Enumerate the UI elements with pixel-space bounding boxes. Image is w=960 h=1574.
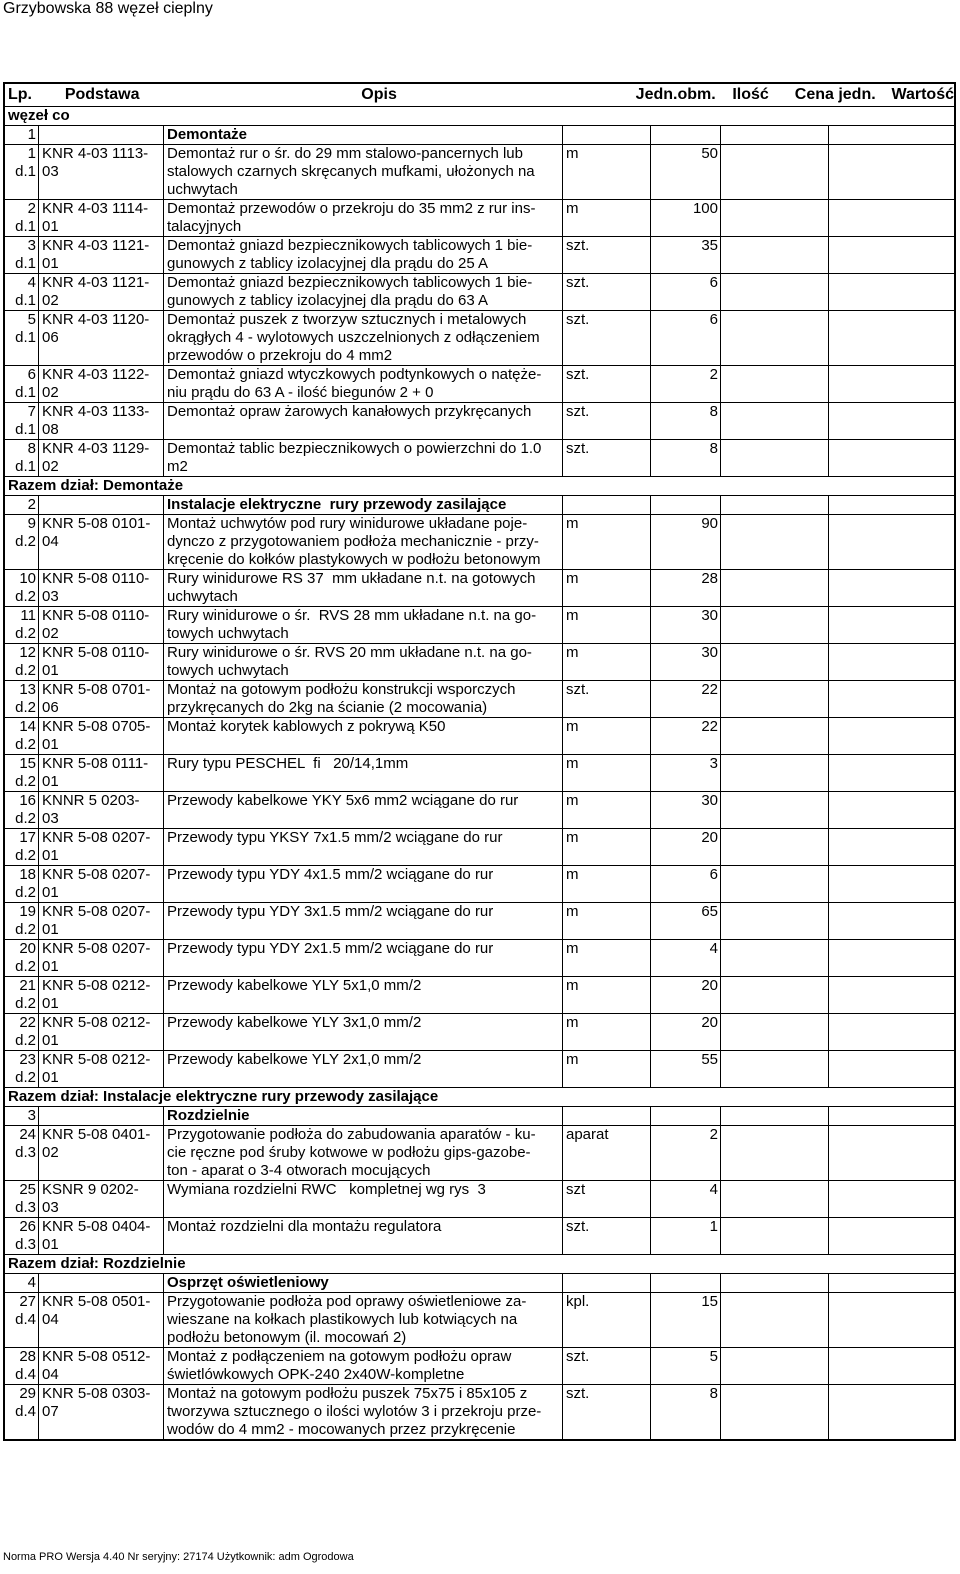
row-unit-price xyxy=(721,440,829,476)
row-description: Demontaż przewodów o przekroju do 35 mm2 z rur ins- talacyjnych xyxy=(164,200,563,236)
row-number: 28 d.4 xyxy=(5,1348,39,1384)
row-description: Rury winidurowe RS 37 mm układane n.t. na gotowych uchwytach xyxy=(164,570,563,606)
row-value xyxy=(829,237,954,273)
row-description: Montaż korytek kablowych z pokrywą K50 xyxy=(164,718,563,754)
row-podstawa: KNR 5-08 0404- 01 xyxy=(39,1218,164,1254)
row-podstawa: KNR 4-03 1121- 02 xyxy=(39,274,164,310)
row-unit-price xyxy=(721,829,829,865)
row-value xyxy=(829,1181,954,1217)
row-value xyxy=(829,718,954,754)
row-unit-price xyxy=(721,977,829,1013)
table-row xyxy=(5,200,954,237)
row-number: 16 d.2 xyxy=(5,792,39,828)
row-number: 19 d.2 xyxy=(5,903,39,939)
row-unit: kpl. xyxy=(563,1293,651,1347)
row-quantity xyxy=(651,126,721,144)
row-unit: m xyxy=(563,977,651,1013)
table-row xyxy=(5,718,954,755)
row-number: 1 xyxy=(5,126,39,144)
row-value xyxy=(829,681,954,717)
row-number: 15 d.2 xyxy=(5,755,39,791)
row-podstawa xyxy=(39,496,164,514)
row-quantity: 22 xyxy=(651,681,721,717)
row-unit: szt. xyxy=(563,274,651,310)
row-podstawa xyxy=(39,126,164,144)
row-podstawa: KNR 5-08 0401- 02 xyxy=(39,1126,164,1180)
row-number: 3 d.1 xyxy=(5,237,39,273)
category-label: węzeł co xyxy=(5,107,954,126)
row-podstawa: KNR 4-03 1121- 01 xyxy=(39,237,164,273)
row-value xyxy=(829,1014,954,1050)
row-unit: m xyxy=(563,1051,651,1087)
row-unit-price xyxy=(721,940,829,976)
row-podstawa: KNR 5-08 0212- 01 xyxy=(39,1051,164,1087)
row-quantity: 8 xyxy=(651,403,721,439)
table-row xyxy=(5,681,954,718)
row-description: Rury typu PESCHEL fi 20/14,1mm xyxy=(164,755,563,791)
row-number: 10 d.2 xyxy=(5,570,39,606)
row-number: 9 d.2 xyxy=(5,515,39,569)
row-unit-price xyxy=(721,1348,829,1384)
row-value xyxy=(829,1126,954,1180)
row-description: Demontaż gniazd wtyczkowych podtynkowych o natęże- niu prądu do 63 A - ilość biegunów 2 + 0 xyxy=(164,366,563,402)
row-value xyxy=(829,940,954,976)
row-number: 3 xyxy=(5,1107,39,1125)
row-value xyxy=(829,866,954,902)
row-number: 4 xyxy=(5,1274,39,1292)
row-unit xyxy=(563,126,651,144)
row-unit: szt. xyxy=(563,681,651,717)
row-quantity: 100 xyxy=(651,200,721,236)
page-title: Grzybowska 88 węzeł cieplny xyxy=(3,0,213,17)
row-podstawa: KNR 5-08 0701- 06 xyxy=(39,681,164,717)
row-unit-price xyxy=(721,903,829,939)
row-number: 18 d.2 xyxy=(5,866,39,902)
row-number: 6 d.1 xyxy=(5,366,39,402)
row-value xyxy=(829,792,954,828)
row-value xyxy=(829,1293,954,1347)
row-quantity: 90 xyxy=(651,515,721,569)
row-number: 17 d.2 xyxy=(5,829,39,865)
header-podstawa: Podstawa xyxy=(64,86,140,103)
row-unit-price xyxy=(721,237,829,273)
table-row xyxy=(5,1181,954,1218)
row-podstawa: KNNR 5 0203- 03 xyxy=(39,792,164,828)
row-number: 13 d.2 xyxy=(5,681,39,717)
table-row xyxy=(5,792,954,829)
table-row xyxy=(5,274,954,311)
row-podstawa: KNR 5-08 0207- 01 xyxy=(39,866,164,902)
row-unit-price xyxy=(721,792,829,828)
row-quantity xyxy=(651,1274,721,1292)
row-quantity xyxy=(651,496,721,514)
row-quantity: 4 xyxy=(651,940,721,976)
row-description: Demontaż puszek z tworzyw sztucznych i metalowych okrągłych 4 - wylotowych uszczelnionych z odłączeniem przewodów o przekroju do 4 mm2 xyxy=(164,311,563,365)
row-value xyxy=(829,1051,954,1087)
row-description: Montaż rozdzielni dla montażu regulatora xyxy=(164,1218,563,1254)
row-unit-price xyxy=(721,311,829,365)
row-value xyxy=(829,829,954,865)
row-number: 8 d.1 xyxy=(5,440,39,476)
row-unit-price xyxy=(721,200,829,236)
row-unit-price xyxy=(721,1051,829,1087)
row-description: Montaż z podłączeniem na gotowym podłożu opraw świetlówkowych OPK-240 2x40W-kompletne xyxy=(164,1348,563,1384)
row-unit: m xyxy=(563,792,651,828)
row-value xyxy=(829,1348,954,1384)
table-row xyxy=(5,755,954,792)
row-number: 2 d.1 xyxy=(5,200,39,236)
row-unit-price xyxy=(721,403,829,439)
section-total-row xyxy=(5,1255,954,1274)
section-title: Instalacje elektryczne rury przewody zasilające xyxy=(164,496,563,514)
table-row xyxy=(5,1051,954,1088)
row-podstawa: KNR 5-08 0501- 04 xyxy=(39,1293,164,1347)
row-unit: m xyxy=(563,829,651,865)
row-podstawa: KNR 5-08 0110- 03 xyxy=(39,570,164,606)
cost-estimate-table xyxy=(3,82,956,1441)
row-podstawa: KNR 5-08 0212- 01 xyxy=(39,1014,164,1050)
row-unit-price xyxy=(721,755,829,791)
table-row xyxy=(5,866,954,903)
row-unit: m xyxy=(563,903,651,939)
section-title: Demontaże xyxy=(164,126,563,144)
section-title: Osprzęt oświetleniowy xyxy=(164,1274,563,1292)
row-value xyxy=(829,126,954,144)
row-unit: szt. xyxy=(563,366,651,402)
row-description: Przewody typu YDY 4x1.5 mm/2 wciągane do rur xyxy=(164,866,563,902)
row-quantity: 20 xyxy=(651,977,721,1013)
row-value xyxy=(829,903,954,939)
row-quantity: 20 xyxy=(651,829,721,865)
row-unit-price xyxy=(721,496,829,514)
row-value xyxy=(829,570,954,606)
section-header-row xyxy=(5,126,954,145)
row-description: Montaż na gotowym podłożu konstrukcji wsporczych przykręcanych do 2kg na ścianie (2 mocowania) xyxy=(164,681,563,717)
row-number: 22 d.2 xyxy=(5,1014,39,1050)
row-quantity: 6 xyxy=(651,274,721,310)
row-unit: m xyxy=(563,607,651,643)
row-podstawa: KNR 5-08 0705- 01 xyxy=(39,718,164,754)
row-unit: m xyxy=(563,718,651,754)
table-row xyxy=(5,977,954,1014)
row-value xyxy=(829,1107,954,1125)
row-unit: szt. xyxy=(563,403,651,439)
row-quantity: 4 xyxy=(651,1181,721,1217)
row-unit: szt. xyxy=(563,311,651,365)
row-podstawa: KNR 5-08 0207- 01 xyxy=(39,940,164,976)
row-unit-price xyxy=(721,1107,829,1125)
row-value xyxy=(829,496,954,514)
row-podstawa xyxy=(39,1107,164,1125)
row-quantity: 5 xyxy=(651,1348,721,1384)
row-podstawa: KNR 4-03 1133- 08 xyxy=(39,403,164,439)
row-description: Rury winidurowe o śr. RVS 28 mm układane n.t. na go- towych uchwytach xyxy=(164,607,563,643)
row-value xyxy=(829,145,954,199)
row-number: 21 d.2 xyxy=(5,977,39,1013)
section-total-label: Razem dział: Instalacje elektryczne rury przewody zasilające xyxy=(8,1088,439,1105)
table-row xyxy=(5,1218,954,1255)
row-description: Demontaż gniazd bezpiecznikowych tablicowych 1 bie- gunowych z tablicy izolacyjnej dla prądu do 63 A xyxy=(164,274,563,310)
row-unit-price xyxy=(721,607,829,643)
footer-info: Norma PRO Wersja 4.40 Nr seryjny: 27174 Użytkownik: adm Ogrodowa xyxy=(3,1551,354,1563)
table-row xyxy=(5,829,954,866)
row-quantity: 50 xyxy=(651,145,721,199)
row-unit-price xyxy=(721,1385,829,1439)
row-value xyxy=(829,1385,954,1439)
row-podstawa: KNR 4-03 1120- 06 xyxy=(39,311,164,365)
row-unit-price xyxy=(721,1126,829,1180)
table-body xyxy=(5,126,954,1439)
row-quantity: 3 xyxy=(651,755,721,791)
row-unit-price xyxy=(721,1274,829,1292)
row-description: Przewody typu YKSY 7x1.5 mm/2 wciągane do rur xyxy=(164,829,563,865)
table-header xyxy=(5,84,954,107)
row-value xyxy=(829,977,954,1013)
row-description: Przewody kabelkowe YLY 3x1,0 mm/2 xyxy=(164,1014,563,1050)
row-unit: m xyxy=(563,570,651,606)
header-lp: Lp. xyxy=(8,86,32,103)
header-jedn: Jedn.obm. xyxy=(635,86,716,103)
row-unit: m xyxy=(563,1014,651,1050)
row-description: Wymiana rozdzielni RWC kompletnej wg rys 3 xyxy=(164,1181,563,1217)
header-wartosc: Wartość xyxy=(891,86,954,103)
row-number: 5 d.1 xyxy=(5,311,39,365)
row-description: Przygotowanie podłoża pod oprawy oświetleniowe za- wieszane na kołkach plastikowych lub kotwiących na podłożu betonowym (il. mocowań 2) xyxy=(164,1293,563,1347)
row-number: 12 d.2 xyxy=(5,644,39,680)
section-title: Rozdzielnie xyxy=(164,1107,563,1125)
row-value xyxy=(829,644,954,680)
row-podstawa: KNR 4-03 1122- 02 xyxy=(39,366,164,402)
row-value xyxy=(829,607,954,643)
row-podstawa: KNR 5-08 0101- 04 xyxy=(39,515,164,569)
row-unit-price xyxy=(721,145,829,199)
row-quantity: 65 xyxy=(651,903,721,939)
row-unit-price xyxy=(721,570,829,606)
row-unit-price xyxy=(721,1293,829,1347)
row-number: 23 d.2 xyxy=(5,1051,39,1087)
row-quantity: 30 xyxy=(651,607,721,643)
row-number: 20 d.2 xyxy=(5,940,39,976)
row-unit xyxy=(563,1107,651,1125)
row-podstawa: KNR 5-08 0212- 01 xyxy=(39,977,164,1013)
row-unit-price xyxy=(721,866,829,902)
row-value xyxy=(829,366,954,402)
row-unit: szt. xyxy=(563,237,651,273)
row-description: Demontaż opraw żarowych kanałowych przykręcanych xyxy=(164,403,563,439)
row-unit: m xyxy=(563,200,651,236)
row-description: Przewody typu YDY 3x1.5 mm/2 wciągane do rur xyxy=(164,903,563,939)
row-podstawa: KSNR 9 0202- 03 xyxy=(39,1181,164,1217)
row-number: 11 d.2 xyxy=(5,607,39,643)
header-cena: Cena jedn. xyxy=(794,86,876,103)
row-description: Demontaż gniazd bezpiecznikowych tablicowych 1 bie- gunowych z tablicy izolacyjnej dla prądu do 25 A xyxy=(164,237,563,273)
row-number: 4 d.1 xyxy=(5,274,39,310)
header-opis: Opis xyxy=(361,86,397,103)
row-quantity: 55 xyxy=(651,1051,721,1087)
section-total-row xyxy=(5,1088,954,1107)
row-description: Montaż uchwytów pod rury winidurowe układane poje- dynczo z przygotowaniem podłoża mechanicznie - przy- kręcenie do kołków plastykowych w podłożu betonowym xyxy=(164,515,563,569)
row-unit-price xyxy=(721,366,829,402)
row-podstawa: KNR 5-08 0110- 02 xyxy=(39,607,164,643)
row-unit-price xyxy=(721,1014,829,1050)
row-podstawa: KNR 5-08 0207- 01 xyxy=(39,829,164,865)
row-podstawa xyxy=(39,1274,164,1292)
row-quantity: 30 xyxy=(651,792,721,828)
row-number: 2 xyxy=(5,496,39,514)
row-quantity: 28 xyxy=(651,570,721,606)
row-value xyxy=(829,755,954,791)
table-row xyxy=(5,644,954,681)
row-description: Przewody kabelkowe YLY 5x1,0 mm/2 xyxy=(164,977,563,1013)
row-unit-price xyxy=(721,1181,829,1217)
table-row xyxy=(5,440,954,477)
row-unit: szt. xyxy=(563,1348,651,1384)
row-podstawa: KNR 5-08 0111- 01 xyxy=(39,755,164,791)
row-quantity: 15 xyxy=(651,1293,721,1347)
table-row xyxy=(5,237,954,274)
row-unit-price xyxy=(721,274,829,310)
table-row xyxy=(5,403,954,440)
row-value xyxy=(829,200,954,236)
table-row xyxy=(5,607,954,644)
table-row xyxy=(5,1126,954,1181)
row-quantity xyxy=(651,1107,721,1125)
table-row xyxy=(5,903,954,940)
row-number: 29 d.4 xyxy=(5,1385,39,1439)
row-quantity: 20 xyxy=(651,1014,721,1050)
row-quantity: 6 xyxy=(651,866,721,902)
row-number: 7 d.1 xyxy=(5,403,39,439)
row-podstawa: KNR 4-03 1129- 02 xyxy=(39,440,164,476)
section-total-row xyxy=(5,477,954,496)
row-quantity: 1 xyxy=(651,1218,721,1254)
table-row xyxy=(5,1293,954,1348)
row-unit: m xyxy=(563,755,651,791)
section-header-row xyxy=(5,1107,954,1126)
row-unit xyxy=(563,1274,651,1292)
row-podstawa: KNR 5-08 0207- 01 xyxy=(39,903,164,939)
row-quantity: 30 xyxy=(651,644,721,680)
row-unit: szt. xyxy=(563,1385,651,1439)
row-value xyxy=(829,1218,954,1254)
row-number: 26 d.3 xyxy=(5,1218,39,1254)
row-unit: m xyxy=(563,866,651,902)
table-row xyxy=(5,515,954,570)
row-value xyxy=(829,440,954,476)
row-quantity: 8 xyxy=(651,440,721,476)
row-value xyxy=(829,1274,954,1292)
row-description: Przygotowanie podłoża do zabudowania aparatów - ku- cie ręczne pod śruby kotwowe w podłożu gips-gazobe- ton - aparat o 3-4 otworach mocujących xyxy=(164,1126,563,1180)
row-podstawa: KNR 5-08 0303- 07 xyxy=(39,1385,164,1439)
row-unit xyxy=(563,496,651,514)
row-unit-price xyxy=(721,681,829,717)
table-row xyxy=(5,1348,954,1385)
row-description: Przewody kabelkowe YKY 5x6 mm2 wciągane do rur xyxy=(164,792,563,828)
row-quantity: 2 xyxy=(651,366,721,402)
row-unit: m xyxy=(563,940,651,976)
row-quantity: 2 xyxy=(651,1126,721,1180)
row-unit: szt. xyxy=(563,440,651,476)
row-unit-price xyxy=(721,515,829,569)
row-value xyxy=(829,403,954,439)
table-row xyxy=(5,940,954,977)
row-unit: szt. xyxy=(563,1218,651,1254)
row-number: 14 d.2 xyxy=(5,718,39,754)
row-podstawa: KNR 4-03 1114- 01 xyxy=(39,200,164,236)
row-quantity: 22 xyxy=(651,718,721,754)
row-description: Montaż na gotowym podłożu puszek 75x75 i 85x105 z tworzywa sztucznego o ilości wylotów 3 i przekroju prze- wodów do 4 mm2 - mocowanych przez przykręcenie xyxy=(164,1385,563,1439)
row-podstawa: KNR 5-08 0512- 04 xyxy=(39,1348,164,1384)
section-total-label: Razem dział: Rozdzielnie xyxy=(8,1255,186,1272)
row-description: Rury winidurowe o śr. RVS 20 mm układane n.t. na go- towych uchwytach xyxy=(164,644,563,680)
table-row xyxy=(5,145,954,200)
row-unit-price xyxy=(721,644,829,680)
section-header-row xyxy=(5,496,954,515)
table-row xyxy=(5,1014,954,1051)
row-value xyxy=(829,274,954,310)
row-number: 25 d.3 xyxy=(5,1181,39,1217)
row-description: Przewody kabelkowe YLY 2x1,0 mm/2 xyxy=(164,1051,563,1087)
table-row xyxy=(5,366,954,403)
row-description: Demontaż tablic bezpiecznikowych o powierzchni do 1.0 m2 xyxy=(164,440,563,476)
row-podstawa: KNR 5-08 0110- 01 xyxy=(39,644,164,680)
row-unit: aparat xyxy=(563,1126,651,1180)
row-unit: szt xyxy=(563,1181,651,1217)
row-number: 1 d.1 xyxy=(5,145,39,199)
row-unit: m xyxy=(563,145,651,199)
header-ilosc: Ilość xyxy=(732,86,769,103)
row-value xyxy=(829,515,954,569)
row-number: 27 d.4 xyxy=(5,1293,39,1347)
row-unit-price xyxy=(721,126,829,144)
row-quantity: 8 xyxy=(651,1385,721,1439)
section-total-label: Razem dział: Demontaże xyxy=(8,477,184,494)
row-description: Przewody typu YDY 2x1.5 mm/2 wciągane do rur xyxy=(164,940,563,976)
row-podstawa: KNR 4-03 1113- 03 xyxy=(39,145,164,199)
row-unit-price xyxy=(721,1218,829,1254)
row-unit: m xyxy=(563,515,651,569)
row-quantity: 35 xyxy=(651,237,721,273)
table-row xyxy=(5,311,954,366)
row-description: Demontaż rur o śr. do 29 mm stalowo-pancernych lub stalowych czarnych skręcanych mufkami, ułożonych na uchwytach xyxy=(164,145,563,199)
table-row xyxy=(5,570,954,607)
row-unit: m xyxy=(563,644,651,680)
row-number: 24 d.3 xyxy=(5,1126,39,1180)
table-row xyxy=(5,1385,954,1439)
row-unit-price xyxy=(721,718,829,754)
row-quantity: 6 xyxy=(651,311,721,365)
row-value xyxy=(829,311,954,365)
section-header-row xyxy=(5,1274,954,1293)
